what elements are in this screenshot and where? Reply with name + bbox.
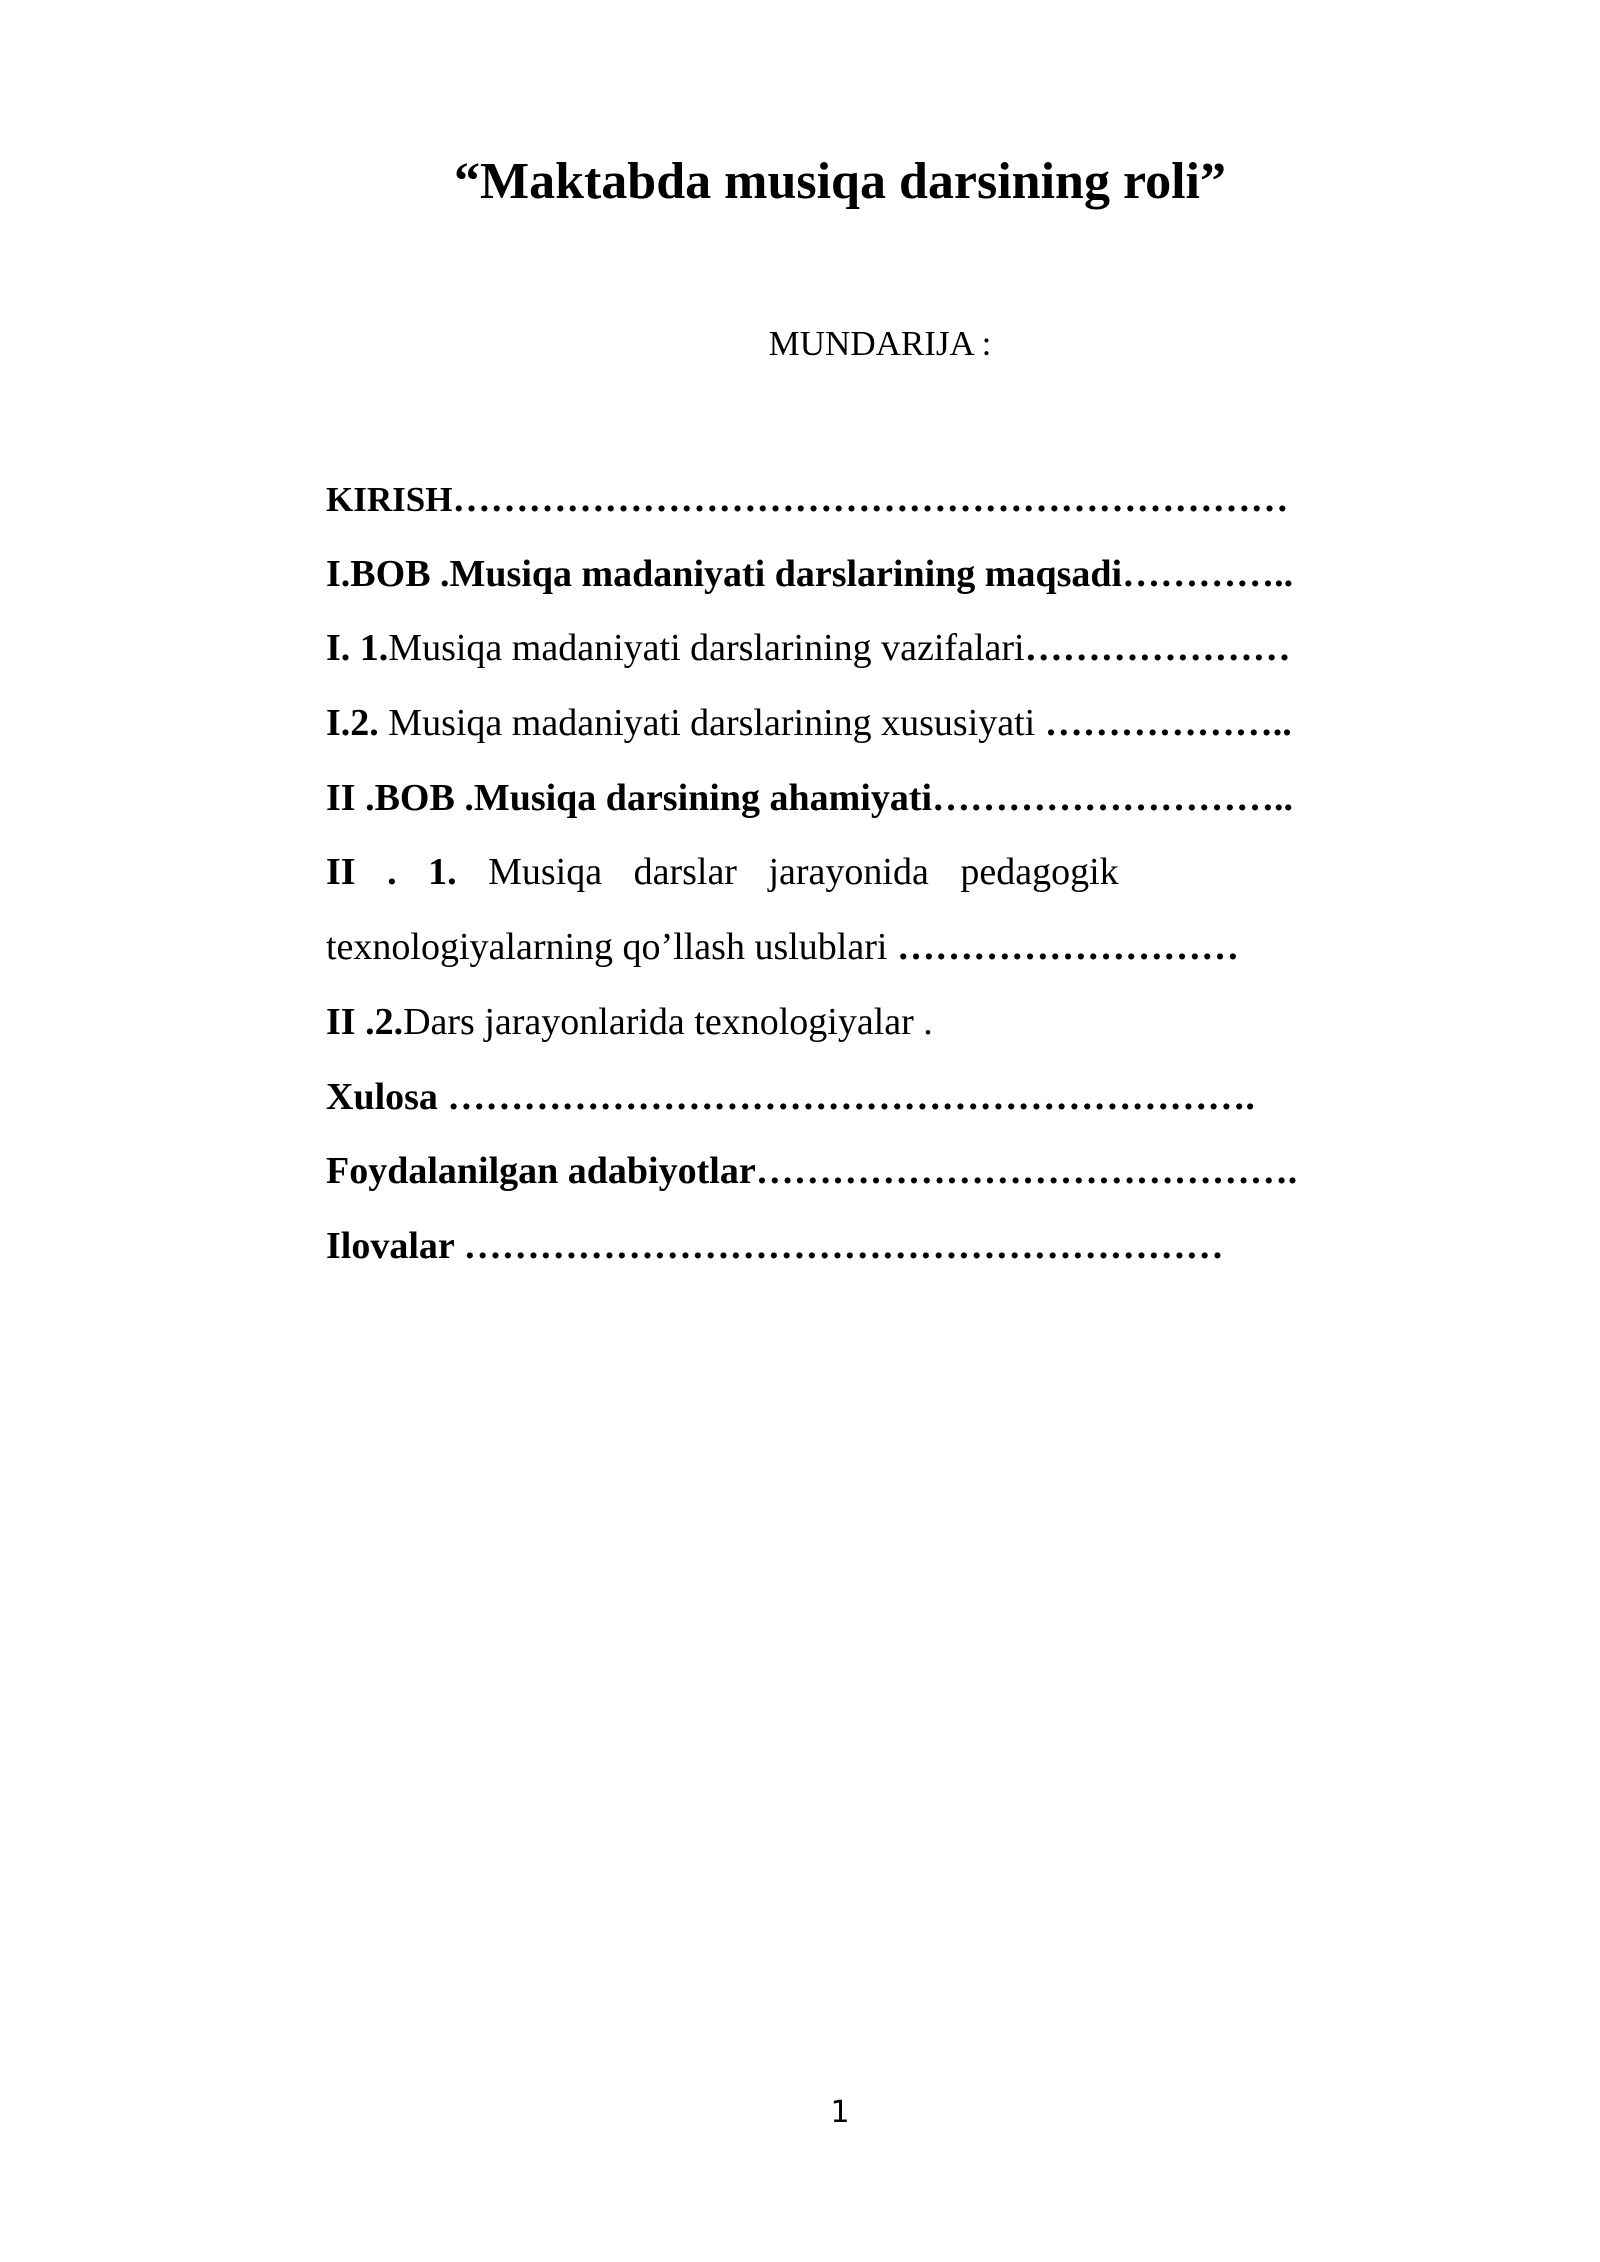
- toc-leader-dots: ………………………: [896, 926, 1239, 969]
- toc-entry-section-2-1-continued: [326, 910, 1466, 985]
- toc-label: KIRISH: [326, 480, 453, 519]
- toc-number: II .2.: [326, 1000, 404, 1043]
- toc-leader-dots: …………………: [1024, 627, 1291, 670]
- document-title: “Maktabda musiqa darsining roli”: [453, 153, 1226, 210]
- toc-entry-kirish: [326, 462, 1466, 537]
- toc-label: Musiqa madaniyati darslarining xususiyati: [378, 702, 1045, 745]
- toc-leader-dots: ……………………………………………………….: [447, 1075, 1255, 1118]
- toc-label: Xulosa: [326, 1075, 448, 1118]
- contents-heading: MUNDARIJA :: [768, 324, 992, 363]
- toc-leader-dots: …………………………………………………………: [452, 478, 1289, 520]
- toc-leader-dots: …………………………………….: [755, 1150, 1298, 1193]
- toc-label: Musiqa madaniyati darslarining vazifalari: [388, 627, 1025, 670]
- toc-entry-ilovalar: [326, 1209, 1466, 1284]
- toc-label: Dars jarayonlarida texnologiyalar .: [403, 1000, 933, 1043]
- toc-leader-dots: ………………..: [1044, 702, 1292, 745]
- toc-number: II . 1.: [326, 851, 457, 894]
- toc-leader-dots: ………………………..: [932, 776, 1294, 819]
- toc-entry-section-2-1: [326, 835, 1466, 910]
- toc-entry-bob1: [326, 537, 1466, 612]
- table-of-contents: [326, 462, 1466, 1284]
- toc-number: I. 1.: [326, 627, 389, 670]
- toc-entry-section-1-2: [326, 686, 1466, 761]
- toc-label: I.BOB .Musiqa madaniyati darslarining maqsadi: [326, 552, 1123, 595]
- toc-label: Musiqa darslar jarayonida pedagogik: [456, 851, 1119, 894]
- toc-entry-bob2: [326, 761, 1466, 836]
- toc-label: Foydalanilgan adabiyotlar: [326, 1150, 756, 1193]
- toc-label: II .BOB .Musiqa darsining ahamiyati: [326, 776, 933, 819]
- page-number: 1: [830, 2095, 850, 2130]
- toc-entry-section-1-1: [326, 611, 1466, 686]
- toc-leader-dots: …………..: [1122, 552, 1294, 595]
- toc-entry-section-2-2: [326, 985, 1466, 1060]
- toc-entry-adabiyotlar: [326, 1134, 1466, 1209]
- toc-label: texnologiyalarning qo’llash uslublari: [326, 926, 897, 969]
- toc-entry-xulosa: [326, 1060, 1466, 1135]
- toc-leader-dots: ……………………………………………………: [463, 1224, 1224, 1267]
- toc-number: I.2.: [326, 702, 379, 745]
- toc-label: Ilovalar: [326, 1224, 464, 1267]
